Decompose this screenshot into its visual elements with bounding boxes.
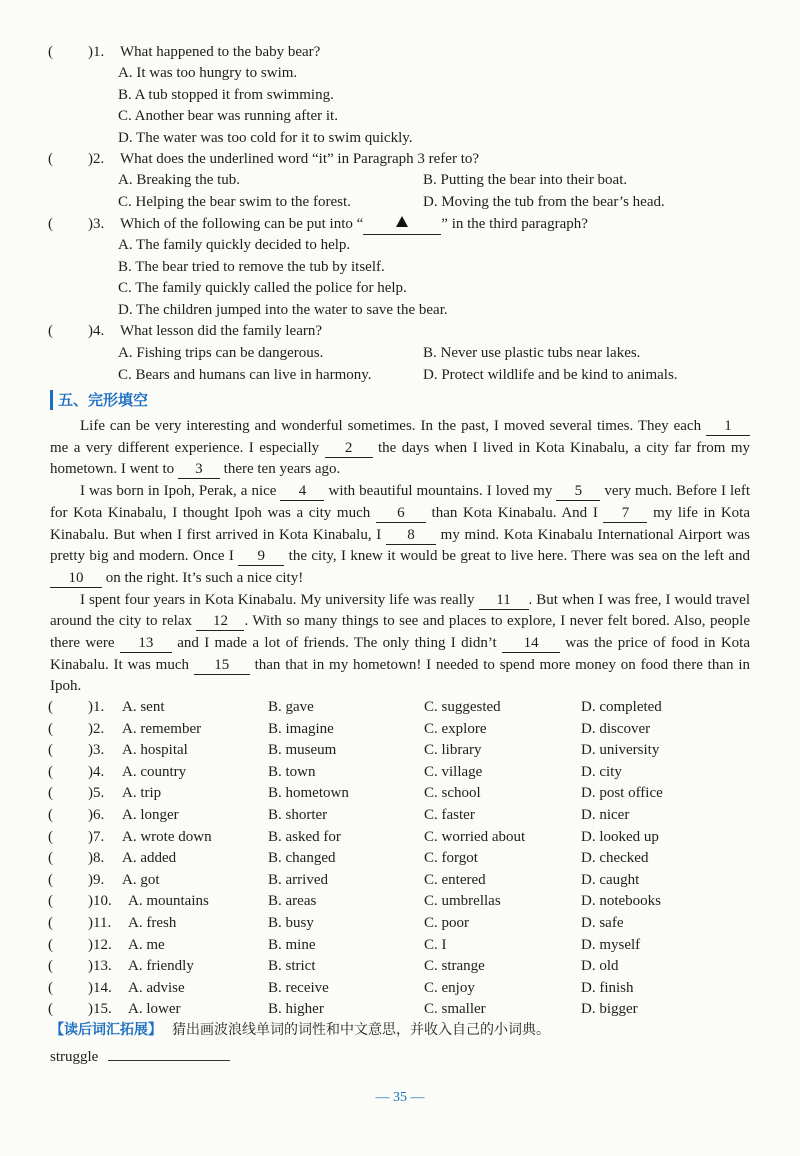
option-a[interactable]: A. got bbox=[122, 871, 160, 888]
question-text: What happened to the baby bear? bbox=[120, 44, 321, 60]
cloze-blank-12[interactable]: 12 bbox=[196, 613, 244, 631]
option-number: )2. bbox=[88, 720, 105, 737]
option-a[interactable]: A. wrote down bbox=[122, 828, 212, 845]
triangle-blank bbox=[363, 214, 441, 235]
question-option[interactable]: A. The family quickly decided to help. bbox=[118, 237, 351, 253]
option-a[interactable]: A. added bbox=[122, 850, 177, 867]
option-c[interactable]: C. library bbox=[424, 742, 482, 759]
option-number: )9. bbox=[88, 871, 105, 888]
option-b[interactable]: B. busy bbox=[268, 915, 314, 931]
option-b[interactable]: B. hometown bbox=[268, 785, 349, 802]
triangle-icon bbox=[396, 216, 408, 227]
option-b[interactable]: B. town bbox=[268, 763, 316, 780]
question-option[interactable]: D. The water was too cold for it to swim quickly. bbox=[118, 130, 413, 146]
option-c[interactable]: C. I bbox=[424, 936, 447, 953]
question-number: )3. bbox=[88, 216, 105, 232]
question-option[interactable]: C. Another bear was running after it. bbox=[118, 108, 338, 124]
option-b[interactable]: B. museum bbox=[268, 742, 337, 759]
question-text: Which of the following can be put into “ ” in the third paragraph? bbox=[120, 214, 588, 235]
option-c[interactable]: C. village bbox=[424, 763, 483, 780]
option-paren: ( bbox=[48, 979, 53, 996]
option-b[interactable]: B. receive bbox=[268, 979, 329, 996]
question-option[interactable]: D. The children jumped into the water to save the bear. bbox=[118, 302, 448, 318]
question-option[interactable]: D. Protect wildlife and be kind to animals. bbox=[423, 367, 678, 383]
option-paren: ( bbox=[48, 720, 53, 737]
option-paren: ( bbox=[48, 828, 53, 845]
cloze-blank-9[interactable]: 9 bbox=[238, 548, 284, 566]
option-number: )8. bbox=[88, 850, 105, 867]
option-number: )3. bbox=[88, 742, 105, 759]
question-option[interactable]: C. Helping the bear swim to the forest. bbox=[118, 194, 351, 210]
question-paren: ( bbox=[48, 323, 53, 339]
option-d[interactable]: D. finish bbox=[581, 979, 634, 996]
option-b[interactable]: B. shorter bbox=[268, 807, 328, 823]
passage-paragraph-3: I spent four years in Kota Kinabalu. My university life was really 11 . But when I was free, I would travel around the city to relax 12 . With so many things to see and places to explore, I never felt bored. Also, people there were 13 and I made a lot of friends. The only thing I didn’t 14 was the price of food in Kota Kinabalu. It was much 15 than that in my hometown! I needed to spend more money on food there than in Ipoh. bbox=[50, 591, 751, 695]
option-c[interactable]: C. entered bbox=[424, 871, 486, 888]
option-b[interactable]: B. changed bbox=[268, 850, 336, 867]
cloze-blank-10[interactable]: 10 bbox=[50, 570, 102, 588]
option-c[interactable]: C. worried about bbox=[424, 828, 526, 845]
option-a[interactable]: A. longer bbox=[122, 807, 179, 823]
option-c[interactable]: C. forgot bbox=[424, 850, 478, 867]
option-paren: ( bbox=[48, 958, 53, 975]
option-d[interactable]: D. notebooks bbox=[581, 893, 661, 910]
option-a[interactable]: A. fresh bbox=[128, 915, 177, 931]
option-number: )10. bbox=[88, 893, 112, 910]
cloze-blank-6[interactable]: 6 bbox=[376, 505, 426, 523]
option-a[interactable]: A. country bbox=[122, 763, 187, 780]
question-paren: ( bbox=[48, 44, 53, 60]
extension-word: struggle bbox=[50, 1049, 99, 1065]
option-b[interactable]: B. imagine bbox=[268, 720, 334, 737]
option-b[interactable]: B. areas bbox=[268, 893, 317, 910]
question-option[interactable]: B. The bear tried to remove the tub by itself. bbox=[118, 259, 385, 275]
option-paren: ( bbox=[48, 871, 53, 888]
extension-tag: 【读后词汇拓展】 bbox=[50, 1022, 162, 1038]
extension-answer-line[interactable] bbox=[108, 1046, 230, 1061]
option-a[interactable]: A. trip bbox=[122, 785, 162, 802]
option-d[interactable]: D. nicer bbox=[581, 807, 630, 823]
answer-blank[interactable] bbox=[56, 149, 86, 169]
option-d[interactable]: D. safe bbox=[581, 915, 624, 931]
option-a[interactable]: A. me bbox=[128, 936, 165, 953]
question-option[interactable]: A. Breaking the tub. bbox=[118, 172, 241, 188]
option-c[interactable]: C. umbrellas bbox=[424, 893, 501, 910]
option-number: )13. bbox=[88, 958, 112, 975]
option-number: )11. bbox=[88, 915, 112, 931]
option-b[interactable]: B. higher bbox=[268, 1001, 324, 1018]
option-number: )14. bbox=[88, 979, 112, 996]
option-d[interactable]: D. post office bbox=[581, 785, 663, 802]
option-paren: ( bbox=[48, 763, 53, 780]
question-number: )4. bbox=[88, 323, 105, 339]
cloze-blank-3[interactable]: 3 bbox=[178, 461, 220, 479]
option-paren: ( bbox=[48, 936, 53, 953]
passage-paragraph-1: Life can be very interesting and wonderful sometimes. In the past, I moved several times. They each 1 me a very different experience. I especially 2 the days when I lived in Kota Kinabalu, a city far from my hometown. I went to 3 there ten years ago. bbox=[50, 418, 750, 478]
option-d[interactable]: D. caught bbox=[581, 871, 640, 888]
option-c[interactable]: C. faster bbox=[424, 807, 475, 823]
answer-blank[interactable] bbox=[56, 214, 86, 234]
answer-blank[interactable] bbox=[56, 321, 86, 341]
option-c[interactable]: C. poor bbox=[424, 915, 469, 931]
question-option[interactable]: C. The family quickly called the police for help. bbox=[118, 280, 407, 296]
option-c[interactable]: C. enjoy bbox=[424, 979, 475, 996]
option-c[interactable]: C. suggested bbox=[424, 699, 501, 715]
option-a[interactable]: A. hospital bbox=[122, 742, 188, 759]
question-text: What lesson did the family learn? bbox=[120, 323, 323, 339]
cloze-blank-15[interactable]: 15 bbox=[194, 657, 250, 675]
option-number: )6. bbox=[88, 807, 105, 823]
question-paren: ( bbox=[48, 151, 53, 167]
option-a[interactable]: A. mountains bbox=[128, 893, 209, 910]
question-text: What does the underlined word “it” in Paragraph 3 refer to? bbox=[120, 151, 480, 167]
option-d[interactable]: D. looked up bbox=[581, 828, 659, 845]
option-number: )5. bbox=[88, 785, 105, 802]
option-number: )15. bbox=[88, 1001, 112, 1018]
page-number: — 35 — bbox=[375, 1090, 425, 1105]
option-number: )4. bbox=[88, 763, 105, 780]
option-d[interactable]: D. discover bbox=[581, 720, 651, 737]
option-d[interactable]: D. myself bbox=[581, 936, 641, 953]
option-a[interactable]: A. lower bbox=[128, 1001, 181, 1018]
option-paren: ( bbox=[48, 699, 53, 715]
cloze-blank-11[interactable]: 11 bbox=[479, 592, 529, 610]
extension-word-row bbox=[50, 1046, 230, 1067]
option-number: )7. bbox=[88, 828, 105, 845]
option-a[interactable]: A. remember bbox=[122, 720, 202, 737]
option-number: )1. bbox=[88, 699, 105, 715]
question-option[interactable]: D. Moving the tub from the bear’s head. bbox=[423, 194, 665, 210]
option-paren: ( bbox=[48, 850, 53, 867]
question-option[interactable]: B. Never use plastic tubs near lakes. bbox=[423, 345, 641, 361]
option-c[interactable]: C. explore bbox=[424, 720, 487, 737]
option-d[interactable]: D. old bbox=[581, 958, 619, 975]
option-b[interactable]: B. asked for bbox=[268, 828, 341, 845]
cloze-blank-14[interactable]: 14 bbox=[502, 635, 560, 653]
question-option[interactable]: B. Putting the bear into their boat. bbox=[423, 172, 628, 188]
option-paren: ( bbox=[48, 893, 53, 910]
option-paren: ( bbox=[48, 1001, 53, 1018]
question-number: )1. bbox=[88, 44, 105, 60]
option-d[interactable]: D. bigger bbox=[581, 1001, 638, 1018]
question-option[interactable]: A. It was too hungry to swim. bbox=[118, 65, 298, 81]
option-c[interactable]: C. smaller bbox=[424, 1001, 486, 1018]
cloze-blank-8[interactable]: 8 bbox=[386, 527, 436, 545]
cloze-blank-5[interactable]: 5 bbox=[556, 483, 600, 501]
option-a[interactable]: A. sent bbox=[122, 699, 165, 715]
option-a[interactable]: A. advise bbox=[128, 979, 185, 996]
option-a[interactable]: A. friendly bbox=[128, 958, 194, 975]
cloze-blank-1[interactable]: 1 bbox=[706, 418, 750, 436]
option-paren: ( bbox=[48, 742, 53, 759]
option-paren: ( bbox=[48, 915, 53, 931]
option-c[interactable]: C. strange bbox=[424, 958, 485, 975]
option-c[interactable]: C. school bbox=[424, 785, 481, 802]
option-d[interactable]: D. university bbox=[581, 742, 660, 759]
passage-paragraph-2: I was born in Ipoh, Perak, a nice 4 with beautiful mountains. I loved my 5 very much. Before I left for Kota Kinabalu, I thought Ipoh was a city much 6 than Kota Kinabalu. And I 7 my life in Kota Kinabalu. But when I first arrived in Kota Kinabalu, I 8 my mind. Kota Kinabalu International Airport was pretty big and modern. Once I 9 the city, I knew it would be great to live here. There was sea on the left and 10 on the right. It’s such a nice city! bbox=[50, 483, 751, 586]
option-number: )12. bbox=[88, 936, 112, 953]
option-d[interactable]: D. completed bbox=[581, 699, 662, 715]
question-number: )2. bbox=[88, 151, 105, 167]
option-b[interactable]: B. strict bbox=[268, 958, 316, 975]
option-b[interactable]: B. mine bbox=[268, 936, 316, 953]
question-option[interactable]: A. Fishing trips can be dangerous. bbox=[118, 345, 324, 361]
cloze-passage bbox=[50, 416, 750, 698]
section-title: 五、完形填空 bbox=[50, 390, 148, 410]
cloze-blank-7[interactable]: 7 bbox=[603, 505, 647, 523]
cloze-blank-13[interactable]: 13 bbox=[120, 635, 172, 653]
option-b[interactable]: B. gave bbox=[268, 699, 314, 715]
question-paren: ( bbox=[48, 216, 53, 232]
option-d[interactable]: D. city bbox=[581, 763, 622, 780]
cloze-blank-2[interactable]: 2 bbox=[325, 440, 373, 458]
option-d[interactable]: D. checked bbox=[581, 850, 649, 867]
question-option[interactable]: B. A tub stopped it from swimming. bbox=[118, 87, 334, 103]
question-option[interactable]: C. Bears and humans can live in harmony. bbox=[118, 367, 372, 383]
option-paren: ( bbox=[48, 807, 53, 823]
extension-instruction: 猜出画波浪线单词的词性和中文意思，并收入自己的小词典。 bbox=[172, 1022, 550, 1038]
option-paren: ( bbox=[48, 785, 53, 802]
cloze-blank-4[interactable]: 4 bbox=[280, 483, 324, 501]
answer-blank[interactable] bbox=[56, 42, 86, 62]
option-b[interactable]: B. arrived bbox=[268, 871, 328, 888]
